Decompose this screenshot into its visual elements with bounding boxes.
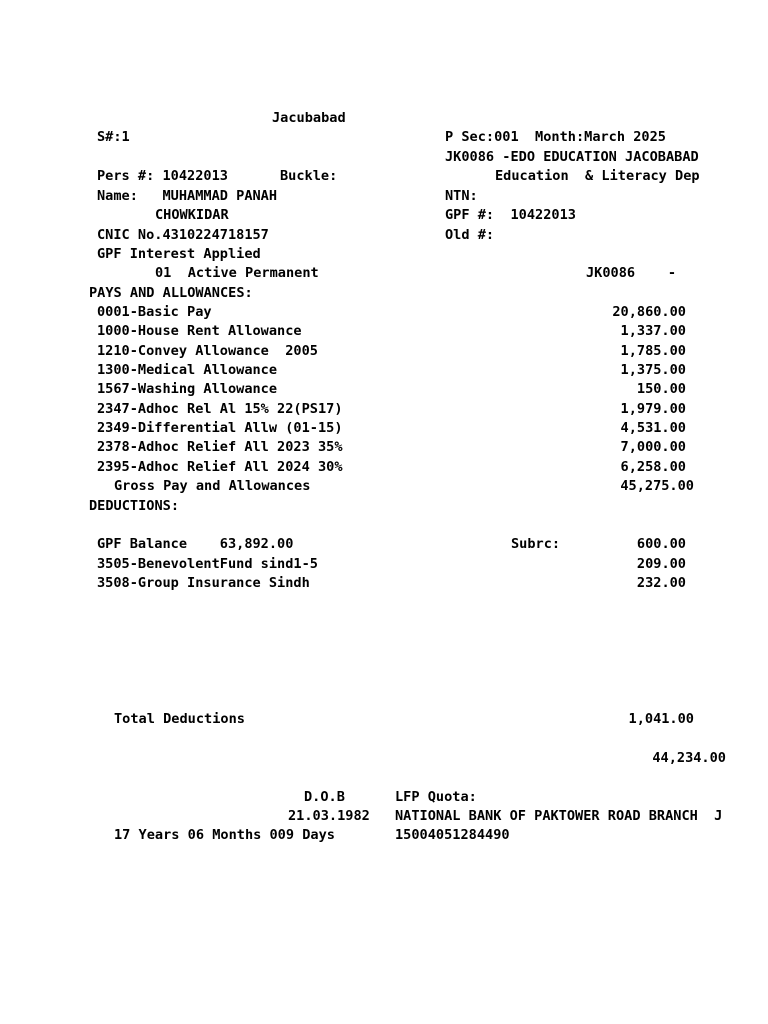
old-number-label: Old #: [445, 227, 495, 243]
pay-item-amount: 1,337.00 [620, 323, 686, 339]
pay-item-label: 2378-Adhoc Relief All 2023 35% [97, 439, 343, 455]
deduction-item-label: 3505-BenevolentFund sind1-5 [97, 556, 318, 572]
deduction-item-amount: 600.00 [636, 536, 686, 552]
pay-item-label: 1300-Medical Allowance [97, 362, 278, 378]
pay-item-label: 1567-Washing Allowance [97, 381, 278, 397]
pay-item-amount: 4,531.00 [620, 420, 686, 436]
pay-item-amount: 1,979.00 [620, 401, 686, 417]
serial-number: S#:1 [97, 129, 130, 145]
deductions-heading: DEDUCTIONS: [89, 498, 180, 514]
cnic-number: CNIC No.4310224718157 [97, 227, 269, 243]
pay-item-amount: 1,785.00 [620, 343, 686, 359]
pay-item-label: 2395-Adhoc Relief All 2024 30% [97, 459, 343, 475]
service-length: 17 Years 06 Months 009 Days [114, 827, 335, 843]
gross-pay-label: Gross Pay and Allowances [114, 478, 311, 494]
total-deductions-amount: 1,041.00 [628, 711, 694, 727]
pay-item-amount: 6,258.00 [620, 459, 686, 475]
pay-item-label: 1000-House Rent Allowance [97, 323, 302, 339]
ddo-code: JK0086 - [586, 265, 677, 281]
pay-item-label: 0001-Basic Pay [97, 304, 212, 320]
pay-item-label: 2347-Adhoc Rel Al 15% 22(PS17) [97, 401, 343, 417]
location-title: Jacubabad [272, 110, 346, 126]
designation: CHOWKIDAR [155, 207, 229, 223]
bank-account-number: 15004051284490 [395, 827, 510, 843]
ntn-label: NTN: [445, 188, 478, 204]
gpf-interest-status: GPF Interest Applied [97, 246, 261, 262]
total-deductions-label: Total Deductions [114, 711, 245, 727]
net-pay-amount: 44,234.00 [652, 750, 726, 766]
deduction-item-amount: 232.00 [636, 575, 686, 591]
pay-item-label: 1210-Convey Allowance 2005 [97, 343, 318, 359]
deduction-item-amount: 209.00 [636, 556, 686, 572]
office-line-2: Education & Literacy Dep [495, 168, 700, 184]
pay-item-amount: 1,375.00 [620, 362, 686, 378]
deduction-item-label: 3508-Group Insurance Sindh [97, 575, 310, 591]
dob-label: D.O.B [304, 789, 345, 805]
dob-value: 21.03.1982 [288, 808, 370, 824]
subrc-label: Subrc: [511, 536, 561, 552]
buckle-label: Buckle: [280, 168, 338, 184]
pay-item-amount: 150.00 [636, 381, 686, 397]
pay-section-month: P Sec:001 Month:March 2025 [445, 129, 666, 145]
gpf-balance: GPF Balance 63,892.00 [97, 536, 294, 552]
employment-status: 01 Active Permanent [155, 265, 319, 281]
gross-pay-amount: 45,275.00 [620, 478, 694, 494]
office-line-1: JK0086 -EDO EDUCATION JACOBABAD [445, 149, 699, 165]
pay-item-amount: 7,000.00 [620, 439, 686, 455]
lfp-quota-label: LFP Quota: [395, 789, 477, 805]
employee-name: Name: MUHAMMAD PANAH [97, 188, 278, 204]
pay-item-amount: 20,860.00 [612, 304, 686, 320]
pays-heading: PAYS AND ALLOWANCES: [89, 285, 253, 301]
bank-name: NATIONAL BANK OF PAKTOWER ROAD BRANCH J [395, 808, 723, 824]
pay-item-label: 2349-Differential Allw (01-15) [97, 420, 343, 436]
personnel-number: Pers #: 10422013 [97, 168, 228, 184]
gpf-number: GPF #: 10422013 [445, 207, 576, 223]
